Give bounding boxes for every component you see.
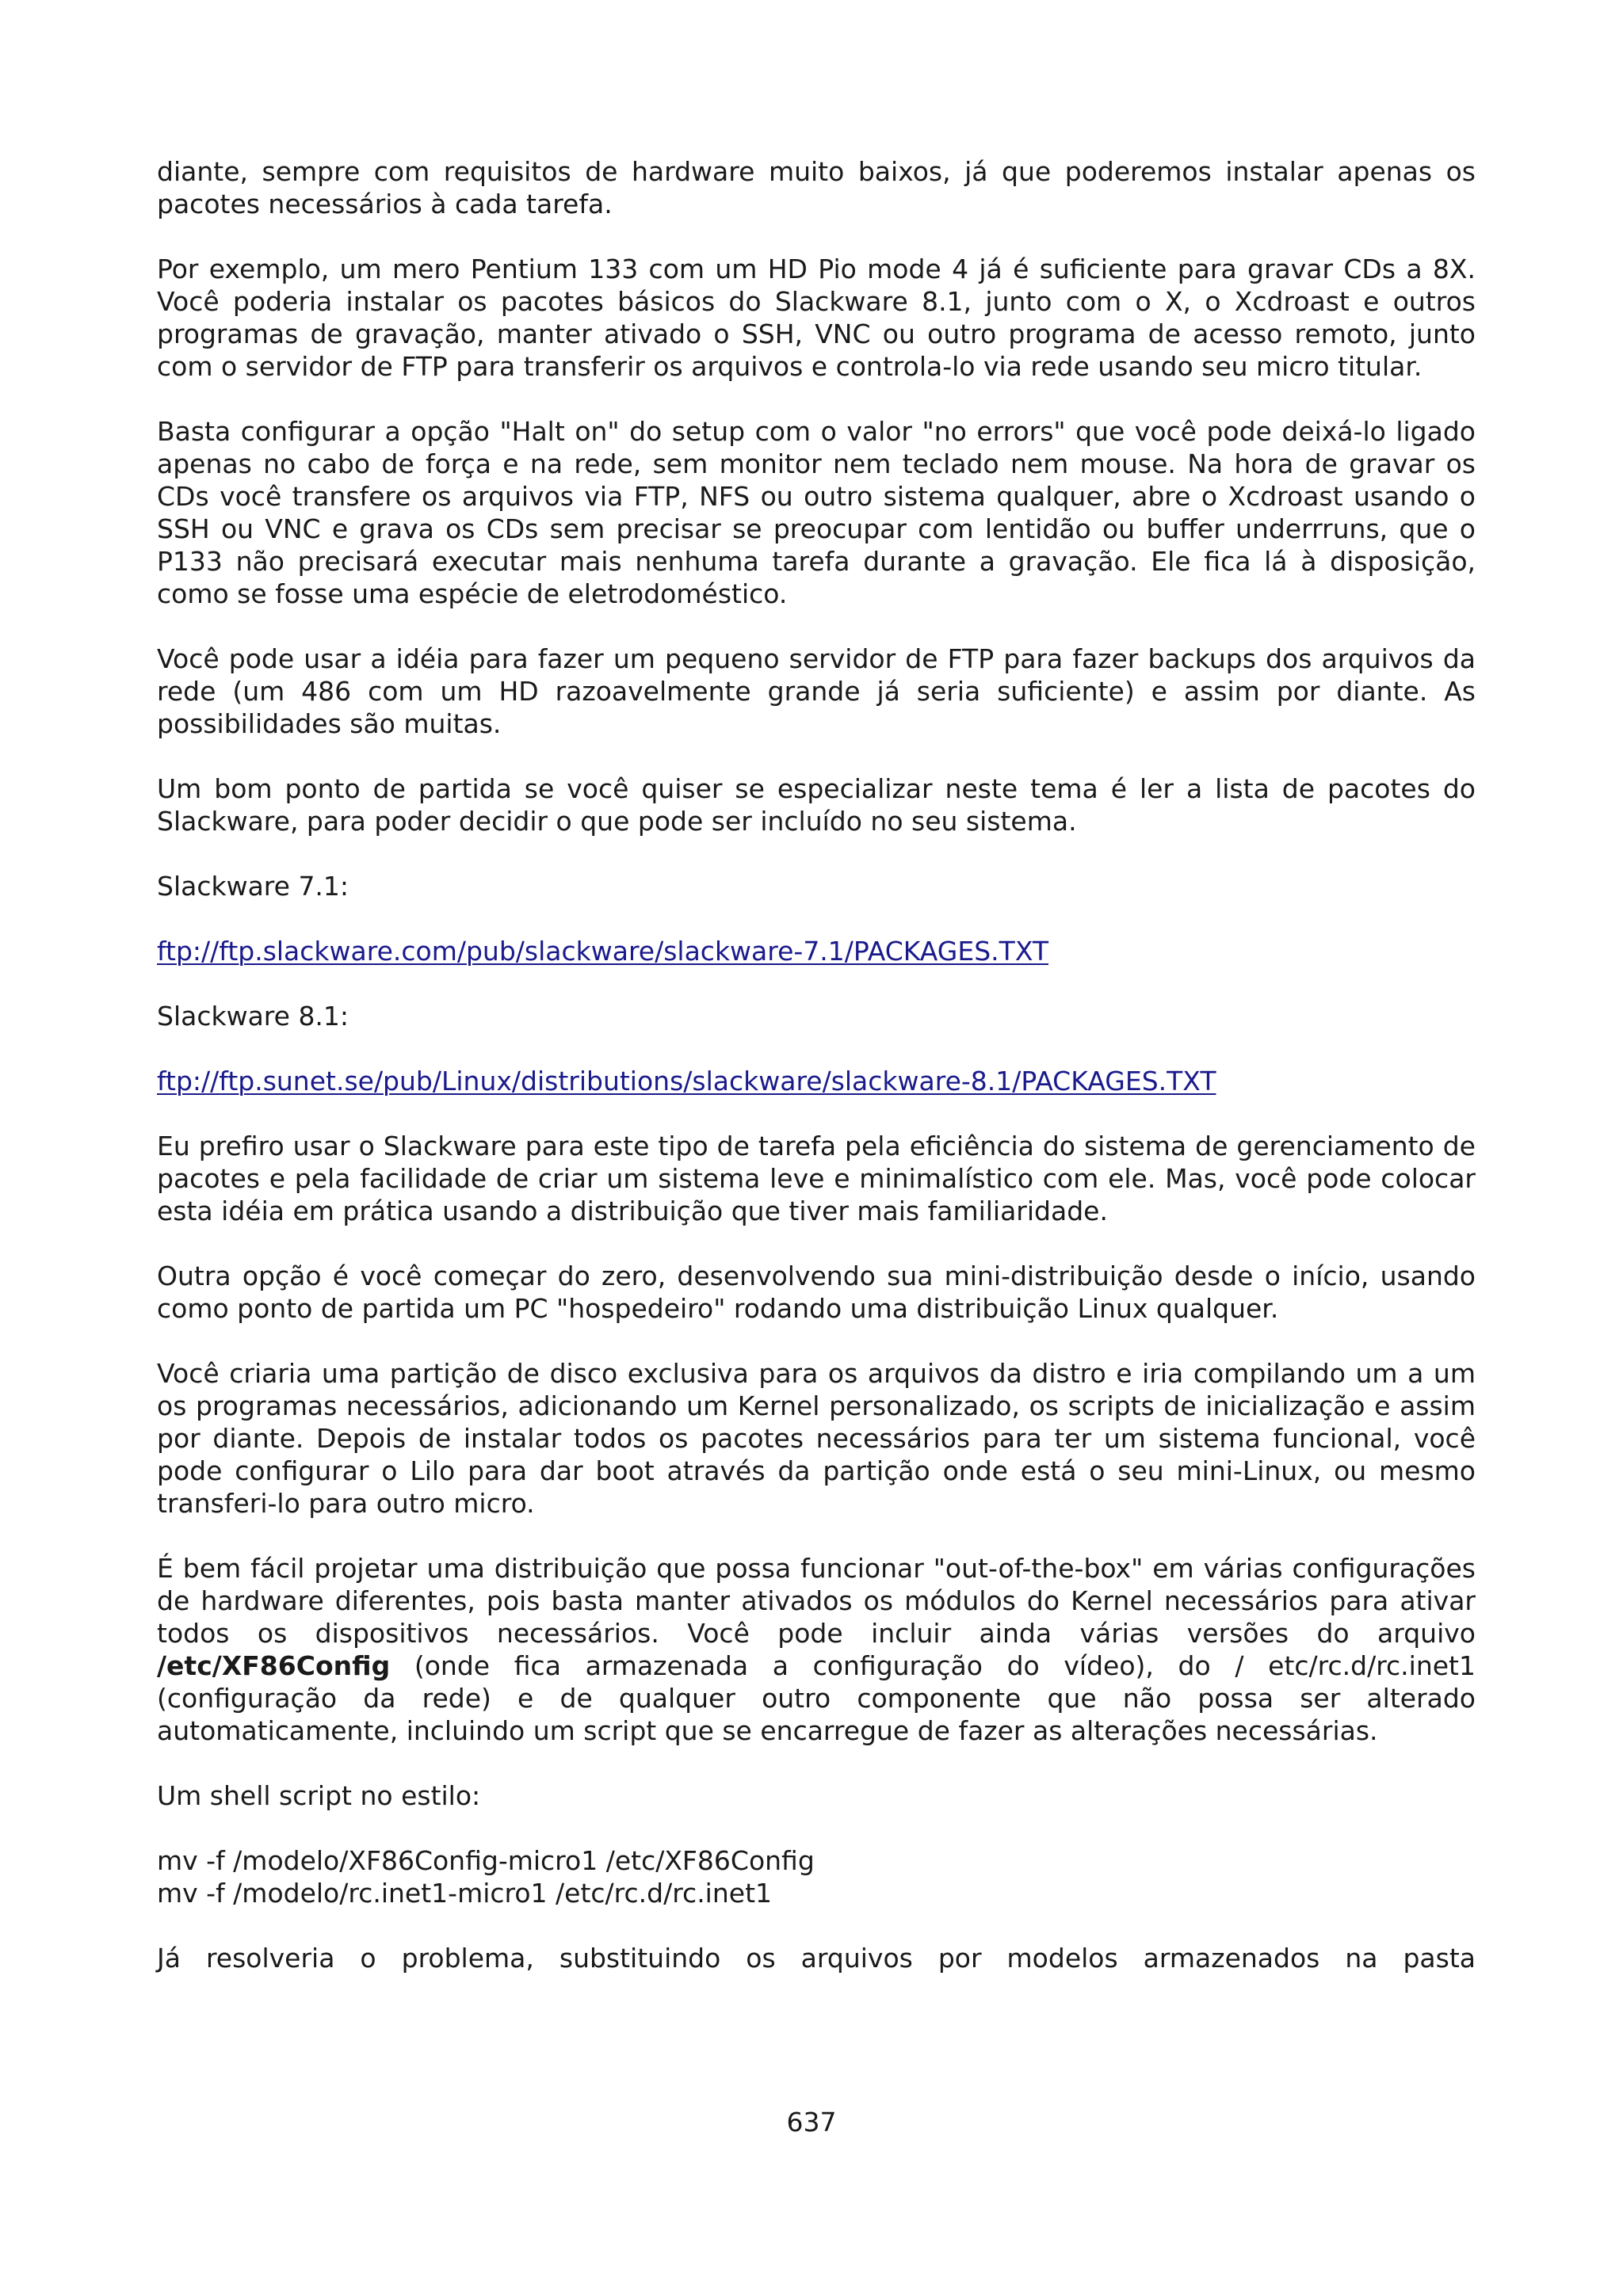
xf86config-path: /etc/XF86Config [157,1650,391,1681]
paragraph-out-of-the-box [157,1552,1476,1747]
label-slackware-81: Slackware 8.1: [157,1001,349,1032]
paragraph-shell-script-intro: Um shell script no estilo: [157,1780,481,1811]
paragraph-start-from-zero: Outra opção é você começar do zero, desenvolvendo sua mini-distribuição desde o início, usando como ponto de partida um PC "hospedeiro" rodando uma distribuição Linux qualquer. [157,1261,1476,1324]
label-slackware-71: Slackware 7.1: [157,871,349,902]
paragraph-hardware-requirements: diante, sempre com requisitos de hardware muito baixos, já que poderemos instalar apenas os pacotes necessários à cada tarefa. [157,156,1476,219]
paragraph-out-of-the-box-text-2: (onde fica armazenada a configuração do vídeo), do / etc/rc.d/rc.inet1 (configuração da rede) e de qualquer outro componente que não possa ser alterado automaticamente, incluindo um script que se encarregue de fazer as alterações necessárias. [157,1650,1476,1746]
paragraph-disk-partition: Você criaria uma partição de disco exclusiva para os arquivos da distro e iria compilando um a um os programas necessários, adicionando um Kernel personalizado, os scripts de inicialização e assim por diante. Depois de instalar todos os pacotes necessários para ter um sistema funcional, você pode configurar o Lilo para dar boot através da partição onde está o seu mini-Linux, ou mesmo transferi-lo para outro micro. [157,1358,1476,1519]
link-slackware-81-packages[interactable]: ftp://ftp.sunet.se/pub/Linux/distributions/slackware/slackware-8.1/PACKAGES.TXT [157,1066,1216,1097]
paragraph-slackware-preference: Eu prefiro usar o Slackware para este tipo de tarefa pela eficiência do sistema de gerenciamento de pacotes e pela facilidade de criar um sistema leve e minimalístico com ele. Mas, você pode colocar esta idéia em prática usando a distribuição que tiver mais familiaridade. [157,1131,1476,1226]
link-row-slackware-71 [157,935,1476,967]
code-line-rc-inet1: mv -f /modelo/rc.inet1-micro1 /etc/rc.d/rc.inet1 [157,1878,772,1909]
link-slackware-71-packages[interactable]: ftp://ftp.slackware.com/pub/slackware/slackware-7.1/PACKAGES.TXT [157,936,1048,967]
paragraph-ftp-server-idea: Você pode usar a idéia para fazer um pequeno servidor de FTP para fazer backups dos arquivos da rede (um 486 com um HD razoavelmente grande já seria suficiente) e assim por diante. As possibilidades são muitas. [157,643,1476,739]
code-line-xf86config: mv -f /modelo/XF86Config-micro1 /etc/XF86Config [157,1845,815,1876]
paragraph-out-of-the-box-text-1: É bem fácil projetar uma distribuição que possa funcionar "out-of-the-box" em várias configurações de hardware diferentes, pois basta manter ativados os módulos do Kernel necessários para ativar todos os dispositivos necessários. Você pode incluir ainda várias versões do arquivo [157,1553,1476,1649]
shell-script-code-block [157,1844,1476,1909]
page-number: 637 [786,2107,837,2138]
paragraph-halt-on-setup: Basta configurar a opção "Halt on" do setup com o valor "no errors" que você pode deixá-lo ligado apenas no cabo de força e na rede, sem monitor nem teclado nem mouse. Na hora de gravar os CDs você transfere os arquivos via FTP, NFS ou outro sistema qualquer, abre o Xcdroast usando o SSH ou VNC e grava os CDs sem precisar se preocupar com lentidão ou buffer underrruns, que o P133 não precisará executar mais nenhuma tarefa durante a gravação. Ele fica lá à disposição, como se fosse uma espécie de eletrodoméstico. [157,416,1476,609]
link-row-slackware-81 [157,1065,1476,1097]
page-body [157,155,1476,2007]
paragraph-solves-problem: Já resolveria o problema, substituindo os arquivos por modelos armazenados na pasta [157,1943,1476,1974]
paragraph-pentium-example: Por exemplo, um mero Pentium 133 com um HD Pio mode 4 já é suficiente para gravar CDs a 8X. Você poderia instalar os pacotes básicos do Slackware 8.1, junto com o X, o Xcdroast e outros programas de gravação, manter ativado o SSH, VNC ou outro programa de acesso remoto, junto com o servidor de FTP para transferir os arquivos e controla-lo via rede usando seu micro titular. [157,254,1476,382]
paragraph-package-list-intro: Um bom ponto de partida se você quiser se especializar neste tema é ler a lista de pacotes do Slackware, para poder decidir o que pode ser incluído no seu sistema. [157,773,1476,837]
